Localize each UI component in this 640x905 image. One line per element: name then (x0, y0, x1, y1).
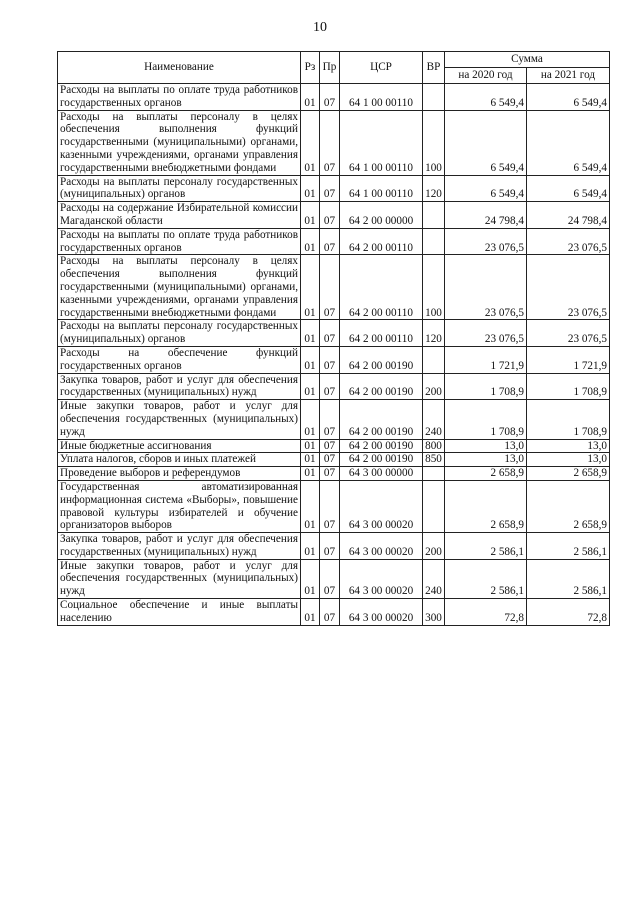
row-csr: 64 3 00 00000 (340, 467, 423, 481)
row-sum-2021: 13,0 (527, 439, 610, 453)
row-rz: 01 (301, 400, 320, 439)
table-body (58, 84, 610, 626)
header-name: Наименование (58, 52, 301, 84)
table-row (58, 228, 610, 255)
row-sum-2021: 23 076,5 (527, 255, 610, 320)
row-sum-2021: 72,8 (527, 599, 610, 626)
row-csr: 64 2 00 00110 (340, 228, 423, 255)
row-name: Закупка товаров, работ и услуг для обеспечения государственных (муниципальных) нужд (58, 533, 301, 560)
row-pr: 07 (320, 599, 340, 626)
row-vr: 200 (423, 533, 445, 560)
row-sum-2020: 2 586,1 (445, 533, 527, 560)
table-row (58, 84, 610, 111)
row-vr (423, 480, 445, 532)
row-pr: 07 (320, 400, 340, 439)
row-pr: 07 (320, 480, 340, 532)
row-pr: 07 (320, 439, 340, 453)
row-sum-2021: 24 798,4 (527, 202, 610, 229)
row-vr (423, 467, 445, 481)
row-vr: 800 (423, 439, 445, 453)
table-row (58, 175, 610, 202)
table-row (58, 202, 610, 229)
row-vr: 850 (423, 453, 445, 467)
row-csr: 64 3 00 00020 (340, 599, 423, 626)
row-vr: 240 (423, 559, 445, 598)
row-sum-2021: 2 586,1 (527, 559, 610, 598)
row-name: Государственная автоматизированная информационная система «Выборы», повышение правовой культуры избирателей и обучение организаторов выборов (58, 480, 301, 532)
row-pr: 07 (320, 533, 340, 560)
row-sum-2020: 23 076,5 (445, 255, 527, 320)
row-name: Расходы на выплаты персоналу в целях обеспечения выполнения функций государственными (муниципальными) органами, казенными учреждениями, органами управления государственными внебюджетными фондами (58, 255, 301, 320)
row-name: Расходы на выплаты персоналу государственных (муниципальных) органов (58, 320, 301, 347)
table-row (58, 533, 610, 560)
row-sum-2021: 23 076,5 (527, 320, 610, 347)
row-sum-2021: 2 658,9 (527, 467, 610, 481)
row-name: Расходы на выплаты персоналу в целях обеспечения выполнения функций государственными (муниципальными) органами, казенными учреждениями, органами управления государственными внебюджетными фондами (58, 110, 301, 175)
header-pr: Пр (320, 52, 340, 84)
row-rz: 01 (301, 439, 320, 453)
row-vr: 300 (423, 599, 445, 626)
row-rz: 01 (301, 467, 320, 481)
row-sum-2020: 1 708,9 (445, 400, 527, 439)
row-sum-2021: 2 586,1 (527, 533, 610, 560)
row-pr: 07 (320, 346, 340, 373)
row-csr: 64 2 00 00190 (340, 373, 423, 400)
table-row (58, 110, 610, 175)
row-sum-2020: 1 721,9 (445, 346, 527, 373)
row-sum-2021: 23 076,5 (527, 228, 610, 255)
row-pr: 07 (320, 467, 340, 481)
row-rz: 01 (301, 110, 320, 175)
row-sum-2020: 23 076,5 (445, 228, 527, 255)
header-2020: на 2020 год (445, 68, 527, 84)
row-csr: 64 1 00 00110 (340, 84, 423, 111)
table-header (58, 52, 610, 84)
table-row (58, 467, 610, 481)
row-sum-2020: 6 549,4 (445, 175, 527, 202)
row-vr (423, 228, 445, 255)
table-row (58, 346, 610, 373)
row-csr: 64 1 00 00110 (340, 175, 423, 202)
row-name: Социальное обеспечение и иные выплаты населению (58, 599, 301, 626)
row-sum-2021: 6 549,4 (527, 110, 610, 175)
row-vr (423, 346, 445, 373)
table-row (58, 400, 610, 439)
header-2021: на 2021 год (527, 68, 610, 84)
header-sum: Сумма (445, 52, 610, 68)
row-pr: 07 (320, 84, 340, 111)
row-rz: 01 (301, 559, 320, 598)
row-sum-2021: 1 708,9 (527, 373, 610, 400)
row-pr: 07 (320, 373, 340, 400)
row-csr: 64 2 00 00110 (340, 320, 423, 347)
row-rz: 01 (301, 228, 320, 255)
header-vr: ВР (423, 52, 445, 84)
row-name: Расходы на содержание Избирательной комиссии Магаданской области (58, 202, 301, 229)
row-rz: 01 (301, 255, 320, 320)
table-row (58, 453, 610, 467)
row-csr: 64 2 00 00110 (340, 255, 423, 320)
row-vr: 100 (423, 255, 445, 320)
row-name: Проведение выборов и референдумов (58, 467, 301, 481)
table-row (58, 439, 610, 453)
row-rz: 01 (301, 373, 320, 400)
row-vr: 120 (423, 320, 445, 347)
row-name: Расходы на обеспечение функций государственных органов (58, 346, 301, 373)
row-sum-2020: 1 708,9 (445, 373, 527, 400)
row-pr: 07 (320, 202, 340, 229)
row-sum-2020: 6 549,4 (445, 110, 527, 175)
row-rz: 01 (301, 533, 320, 560)
row-name: Расходы на выплаты по оплате труда работников государственных органов (58, 84, 301, 111)
row-sum-2021: 13,0 (527, 453, 610, 467)
row-name: Закупка товаров, работ и услуг для обеспечения государственных (муниципальных) нужд (58, 373, 301, 400)
row-pr: 07 (320, 255, 340, 320)
row-rz: 01 (301, 599, 320, 626)
row-name: Расходы на выплаты по оплате труда работников государственных органов (58, 228, 301, 255)
row-pr: 07 (320, 110, 340, 175)
table-row (58, 599, 610, 626)
row-vr (423, 202, 445, 229)
row-vr: 120 (423, 175, 445, 202)
row-csr: 64 3 00 00020 (340, 480, 423, 532)
row-vr (423, 84, 445, 111)
table-row (58, 320, 610, 347)
row-csr: 64 3 00 00020 (340, 559, 423, 598)
row-rz: 01 (301, 480, 320, 532)
row-sum-2021: 6 549,4 (527, 175, 610, 202)
row-name: Уплата налогов, сборов и иных платежей (58, 453, 301, 467)
row-sum-2020: 2 658,9 (445, 467, 527, 481)
row-csr: 64 2 00 00000 (340, 202, 423, 229)
header-rz: Рз (301, 52, 320, 84)
header-csr: ЦСР (340, 52, 423, 84)
row-pr: 07 (320, 559, 340, 598)
row-rz: 01 (301, 175, 320, 202)
row-csr: 64 2 00 00190 (340, 400, 423, 439)
row-rz: 01 (301, 84, 320, 111)
row-pr: 07 (320, 175, 340, 202)
table-row (58, 559, 610, 598)
budget-table (57, 51, 610, 626)
row-vr: 240 (423, 400, 445, 439)
table-row (58, 255, 610, 320)
row-rz: 01 (301, 453, 320, 467)
table-row (58, 480, 610, 532)
row-sum-2020: 24 798,4 (445, 202, 527, 229)
row-csr: 64 2 00 00190 (340, 439, 423, 453)
row-csr: 64 3 00 00020 (340, 533, 423, 560)
row-sum-2020: 72,8 (445, 599, 527, 626)
row-pr: 07 (320, 453, 340, 467)
row-name: Иные закупки товаров, работ и услуг для обеспечения государственных (муниципальных) нужд (58, 559, 301, 598)
row-csr: 64 2 00 00190 (340, 453, 423, 467)
row-sum-2021: 6 549,4 (527, 84, 610, 111)
row-name: Иные бюджетные ассигнования (58, 439, 301, 453)
row-sum-2020: 13,0 (445, 453, 527, 467)
row-sum-2020: 23 076,5 (445, 320, 527, 347)
row-name: Иные закупки товаров, работ и услуг для обеспечения государственных (муниципальных) нужд (58, 400, 301, 439)
row-sum-2020: 6 549,4 (445, 84, 527, 111)
row-sum-2021: 2 658,9 (527, 480, 610, 532)
row-csr: 64 1 00 00110 (340, 110, 423, 175)
row-rz: 01 (301, 202, 320, 229)
row-vr: 100 (423, 110, 445, 175)
row-csr: 64 2 00 00190 (340, 346, 423, 373)
row-pr: 07 (320, 320, 340, 347)
row-sum-2021: 1 721,9 (527, 346, 610, 373)
row-sum-2020: 13,0 (445, 439, 527, 453)
row-pr: 07 (320, 228, 340, 255)
row-rz: 01 (301, 320, 320, 347)
page-number: 10 (313, 20, 327, 35)
row-sum-2021: 1 708,9 (527, 400, 610, 439)
row-sum-2020: 2 586,1 (445, 559, 527, 598)
row-sum-2020: 2 658,9 (445, 480, 527, 532)
row-rz: 01 (301, 346, 320, 373)
table-row (58, 373, 610, 400)
row-name: Расходы на выплаты персоналу государственных (муниципальных) органов (58, 175, 301, 202)
row-vr: 200 (423, 373, 445, 400)
